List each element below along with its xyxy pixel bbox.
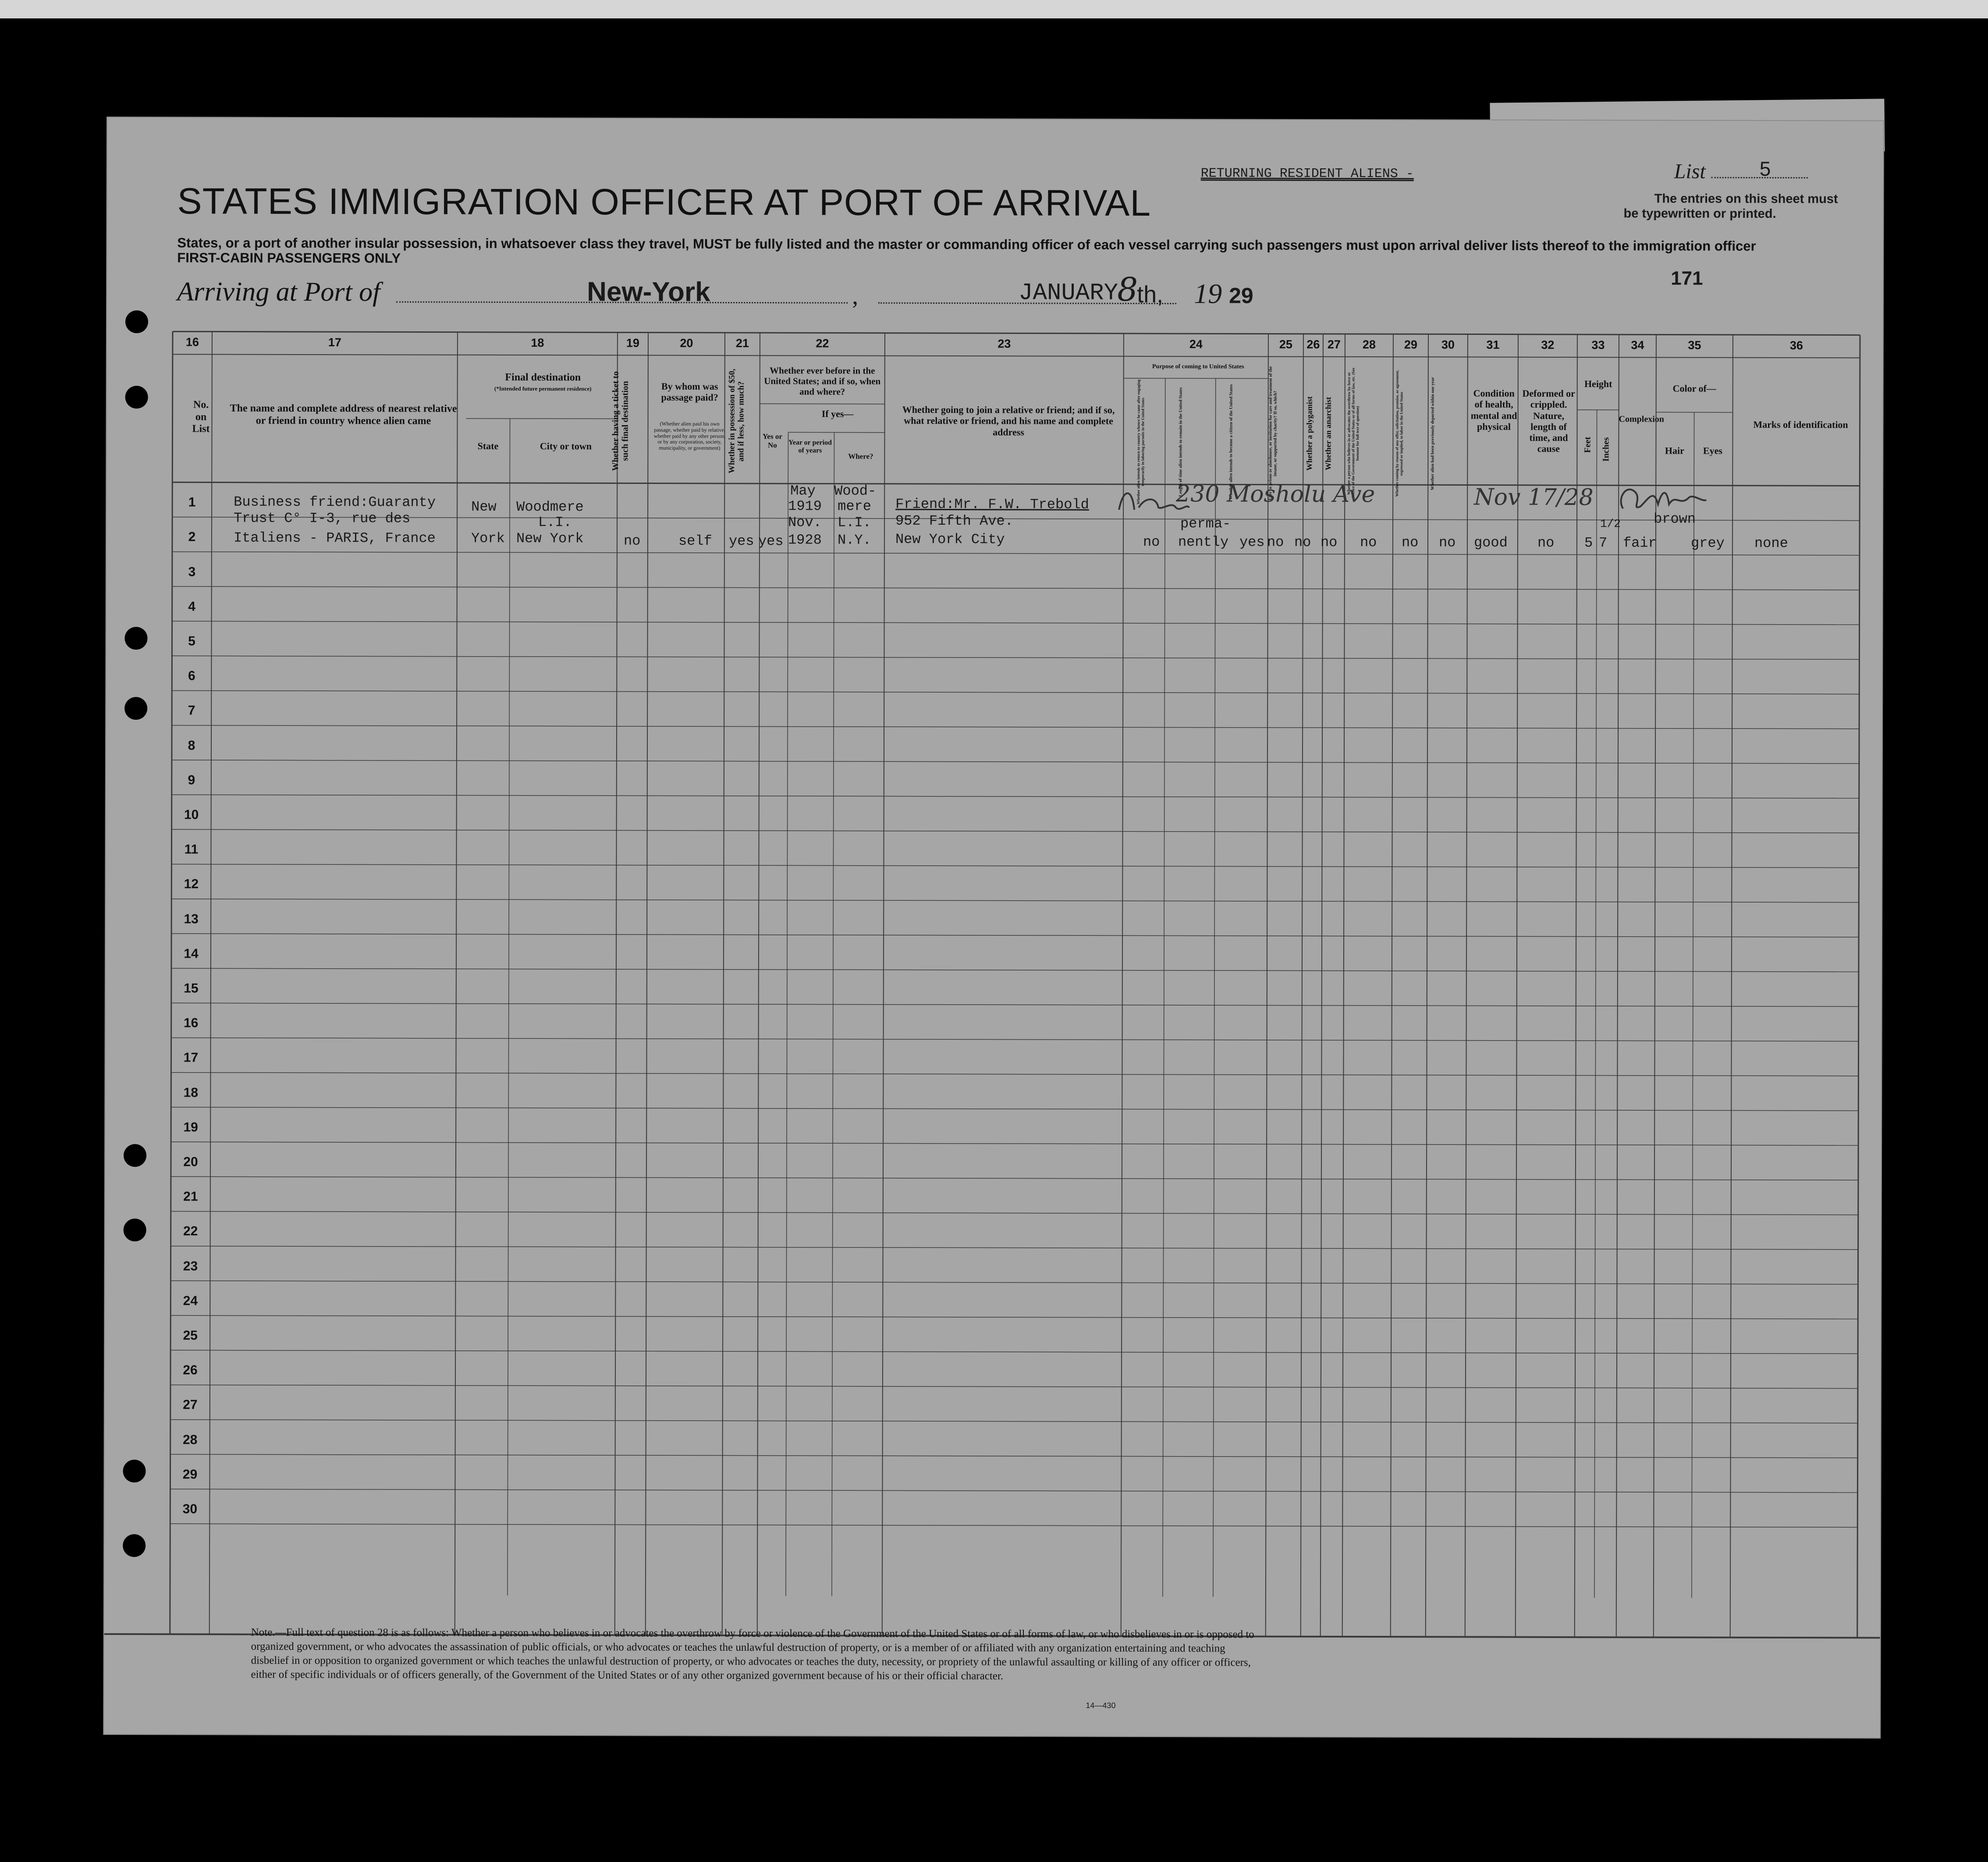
- row1-year-line-3: Nov.: [788, 514, 822, 531]
- row1-height-feet: 5: [1584, 535, 1593, 551]
- binder-hole: [123, 1534, 146, 1557]
- binder-hole: [125, 310, 148, 333]
- row1-possession-50: yes: [728, 533, 754, 550]
- row-number: 26: [183, 1363, 198, 1378]
- row-number: 2: [188, 529, 196, 544]
- column-number: 33: [1591, 338, 1605, 352]
- row1-height-inches: 7: [1598, 535, 1608, 551]
- row1-city-line-1: Woodmere: [516, 498, 584, 515]
- list-number: 5: [1759, 157, 1771, 180]
- row1-height-fraction: 1/2: [1600, 517, 1621, 531]
- row1-complexion: fair: [1622, 535, 1657, 551]
- header-polygamist: Whether a polygamist: [1305, 396, 1314, 471]
- row-number: 18: [183, 1085, 199, 1100]
- header-relative-address: The name and complete address of nearest relative or friend in country whence alien came: [230, 402, 457, 427]
- header-color-of: Color of—: [1672, 383, 1716, 394]
- row-number: 21: [183, 1189, 198, 1204]
- binder-hole: [123, 1460, 146, 1482]
- row1-year-line-4: 1928: [788, 532, 822, 548]
- row1-relative-line-3: Italiens - PARIS, France: [233, 529, 436, 547]
- header-purpose-citizen: Whether alien intends to become a citizen of the United States: [1228, 384, 1234, 500]
- column-number: 27: [1327, 338, 1341, 351]
- year-prefix: 19: [1194, 278, 1222, 309]
- row1-paid-by: self: [678, 533, 712, 549]
- header-final-destination: Final destination: [505, 371, 581, 384]
- header-previously-deported: Whether alien had been previously deported within one year: [1430, 377, 1435, 490]
- column-number: 17: [328, 336, 341, 349]
- header-city: City or town: [540, 441, 592, 452]
- header-passage-paid-note: (Whether alien paid his own passage, whether paid by relative, whether paid by any other person, or by any corporation, society, municipality, or government): [653, 420, 726, 451]
- header-eyes: Eyes: [1703, 445, 1722, 456]
- manifest-sheet: [104, 117, 1883, 1738]
- row1-length-line-1: perma-: [1180, 515, 1231, 532]
- header-complexion: Complexion: [1619, 414, 1664, 424]
- row-number: 11: [184, 842, 199, 857]
- row1-state-line-1: New: [471, 498, 497, 515]
- row-number: 8: [188, 738, 195, 753]
- arriving-label: Arriving at Port of: [177, 277, 380, 307]
- row-number: 24: [183, 1293, 198, 1308]
- header-where: Where?: [848, 452, 873, 461]
- row-number: 22: [183, 1224, 198, 1239]
- row-number: 28: [182, 1432, 198, 1447]
- column-number: 21: [735, 337, 749, 350]
- header-anarchist: Whether an anarchist: [1324, 397, 1333, 470]
- row1-city-line-2: L.I.: [538, 514, 572, 531]
- row-number: 29: [182, 1467, 198, 1482]
- row1-state-line-2: York: [471, 530, 505, 547]
- entries-note-line-2: be typewritten or printed.: [1623, 206, 1776, 221]
- row-number: 25: [183, 1328, 198, 1343]
- column-number: 32: [1541, 338, 1555, 352]
- row1-previously-deported: no: [1438, 534, 1456, 551]
- arrival-day-suffix: th,: [1137, 281, 1164, 308]
- row-number: 7: [188, 703, 195, 718]
- handwritten-scribble-left: [1115, 483, 1228, 523]
- row1-ticket: no: [623, 533, 641, 549]
- entries-note-line-1: The entries on this sheet must: [1654, 192, 1838, 206]
- manifest-grid: [104, 117, 1883, 1738]
- row1-handwritten-date: Nov 17/28: [1474, 484, 1594, 511]
- column-number: 36: [1789, 339, 1803, 352]
- header-feet: Feet: [1583, 437, 1593, 453]
- row1-hair: brown: [1654, 511, 1696, 527]
- column-number: 24: [1189, 338, 1203, 351]
- arrival-port: New-York: [587, 277, 710, 307]
- binder-hole: [124, 1144, 146, 1167]
- header-deformed: Deformed or crippled. Nature, length of time, and cause: [1522, 387, 1575, 455]
- column-number: 25: [1279, 338, 1292, 351]
- row-number: 10: [184, 807, 199, 822]
- row1-health: good: [1473, 534, 1508, 551]
- column-number: 16: [185, 335, 199, 349]
- column-number: 19: [626, 336, 639, 350]
- row1-relative-line-2: Trust C° I-3, rue des: [234, 510, 411, 527]
- column-number: 28: [1362, 338, 1376, 352]
- arrival-day-handwritten: 8: [1117, 270, 1138, 309]
- row-number: 3: [188, 564, 196, 579]
- row1-where-line-3: L.I.: [838, 514, 871, 531]
- header-state: State: [477, 440, 499, 451]
- row-number: 12: [184, 877, 199, 892]
- row1-before-yes-no: yes: [758, 533, 784, 550]
- column-number: 29: [1404, 338, 1417, 352]
- instruction-text: States, or a port of another insular possession, in whatsoever class they travel, MUST be fully listed and the master or commanding officer of each vessel carrying such passengers must upon arrival deliver lists thereof to the immigration officer: [177, 235, 1756, 254]
- header-ticket: Whether having a ticket to such final destination: [611, 371, 630, 471]
- row1-overthrow: no: [1360, 534, 1377, 551]
- row-number: 16: [183, 1016, 199, 1030]
- header-passage-paid: By whom was passage paid?: [661, 380, 718, 403]
- column-number: 35: [1688, 338, 1701, 352]
- header-purpose-length: Length of time alien intends to remain in the United States: [1178, 387, 1183, 497]
- header-offer-labor: Whether coming by reason of any offer, solicitation, promise, or agreement, expressed or implied, to labor in the United States: [1395, 370, 1404, 497]
- row1-deformed: no: [1537, 534, 1555, 551]
- port-comma: ,: [852, 282, 859, 310]
- arrival-month: JANUARY: [1019, 280, 1118, 307]
- header-possession-50: Whether in possession of $50, and if less, how much?: [727, 369, 746, 474]
- header-purpose-return: Whether alien intends to return to country whence he came after engaging temporarily in laboring pursuits in the United States: [1136, 379, 1145, 505]
- row-number: 5: [188, 634, 195, 649]
- header-purpose: Purpose of coming to United States: [1152, 363, 1244, 370]
- header-health: Condition of health, mental and physical: [1470, 387, 1517, 432]
- row-number: 17: [183, 1050, 199, 1065]
- header-yes-or-no: Yes or No: [763, 432, 782, 449]
- row-number: 23: [183, 1258, 198, 1274]
- row-number: 14: [184, 946, 199, 961]
- row-number: 6: [188, 668, 195, 683]
- row1-polygamist: no: [1294, 534, 1311, 551]
- header-overthrow: Whether a person who believes in or advocates the overthrow by force or violence of the Government of the United States or of all forms of law, etc. (See footnote for full text of question): [1346, 367, 1360, 500]
- row1-become-citizen: yes: [1239, 534, 1265, 551]
- list-label: List: [1674, 160, 1706, 183]
- year-suffix: 29: [1229, 283, 1253, 308]
- returning-resident-stamp: RETURNING RESIDENT ALIENS -: [1200, 166, 1414, 182]
- column-number: 34: [1631, 338, 1644, 352]
- row1-where-line-1: Wood-: [834, 483, 877, 499]
- row1-where-line-2: mere: [838, 498, 871, 515]
- row1-marks: none: [1754, 535, 1788, 552]
- column-number: 23: [998, 337, 1011, 351]
- row-number: 27: [183, 1397, 198, 1412]
- header-marks: Marks of identification: [1753, 419, 1848, 430]
- first-cabin-label: FIRST-CABIN PASSENGERS ONLY: [177, 250, 401, 266]
- column-number: 31: [1486, 338, 1500, 352]
- row1-year-line-1: May: [790, 483, 816, 499]
- row1-length-line-2: nently: [1178, 534, 1229, 551]
- row1-purpose-return: no: [1143, 533, 1160, 551]
- row1-join-line-1: Friend:Mr. F.W. Trebold: [895, 496, 1089, 513]
- row1-where-line-4: N.Y.: [837, 532, 871, 548]
- row1-year-line-2: 1919: [788, 498, 822, 515]
- row-number: 13: [184, 911, 199, 927]
- column-number: 20: [680, 336, 693, 350]
- scan-top-edge: [0, 0, 1988, 18]
- column-number: 26: [1306, 338, 1320, 351]
- binder-hole: [125, 386, 148, 409]
- page-title: STATES IMMIGRATION OFFICER AT PORT OF ARRIVAL: [177, 180, 1151, 224]
- row-number: 30: [182, 1502, 198, 1517]
- row1-relative-line-1: Business friend:Guaranty: [234, 494, 436, 511]
- header-year-period: Year or period of years: [788, 439, 832, 455]
- row1-offer-labor: no: [1401, 534, 1419, 551]
- row-number: 20: [183, 1155, 198, 1169]
- binder-hole: [124, 627, 147, 650]
- header-inches: Inches: [1601, 437, 1611, 462]
- row1-prison-charity: no: [1267, 534, 1284, 551]
- sheet-number: 171: [1671, 267, 1703, 289]
- row-number: 9: [188, 773, 195, 788]
- binder-hole: [124, 1219, 146, 1241]
- row-number: 19: [183, 1120, 198, 1135]
- column-number: 18: [531, 336, 544, 350]
- row-number: 4: [188, 599, 196, 614]
- row1-join-line-2: 952 Fifth Ave.: [895, 512, 1013, 529]
- row1-eyes: grey: [1690, 535, 1725, 551]
- header-final-destination-note: (*Intended future permanent residence): [494, 385, 592, 392]
- binder-hole: [124, 697, 147, 720]
- column-number: 30: [1441, 338, 1455, 352]
- form-number: 14—430: [1086, 1701, 1116, 1710]
- row1-city-line-3: New York: [516, 530, 584, 547]
- row1-anarchist: no: [1320, 534, 1338, 551]
- header-hair: Hair: [1665, 445, 1684, 456]
- header-height: Height: [1584, 378, 1612, 390]
- handwritten-scribble-right: [1614, 480, 1719, 520]
- column-number: 22: [816, 337, 829, 350]
- footnote-question-28: Note.—Full text of question 28 is as follows: Whether a person who believes in or advocates the overthrow by force or violence of the Government of the United States or of all forms of law, or who disbelieves in or is opposed to organized government, or who advocates the assassination of public officials, or who advocates or teaches the unlawful destruction of property, or is a member of or affiliated with any organization entertaining and teaching disbelief in or opposition to organized government or which teaches the unlawful destruction of property, or who advocates or teaches the duty, necessity, or propriety of the unlawful assaulting or killing of any officer or officers, either of specific individuals or of officers generally, of the Government of the United States or of any other organized government because of his or their official character.: [251, 1626, 1254, 1682]
- row1-join-line-3: New York City: [895, 531, 1005, 548]
- header-no-on-list: No. on List: [192, 399, 210, 435]
- header-if-yes: If yes—: [821, 408, 854, 419]
- header-join-relative: Whether going to join a relative or friend; and if so, what relative or friend, and his name and complete address: [902, 404, 1115, 437]
- row-number: 1: [188, 495, 196, 510]
- header-prison-charity: Ever in prison or almshouse, or institution for care and treatment of the insane, or supported by charity? If so, which?: [1268, 366, 1278, 501]
- row1-handwritten-address: 230 Mosholu Ave: [1176, 481, 1375, 508]
- header-before-in-us: Whether ever before in the United States; and if so, when and where?: [764, 365, 881, 397]
- row-number: 15: [184, 981, 199, 996]
